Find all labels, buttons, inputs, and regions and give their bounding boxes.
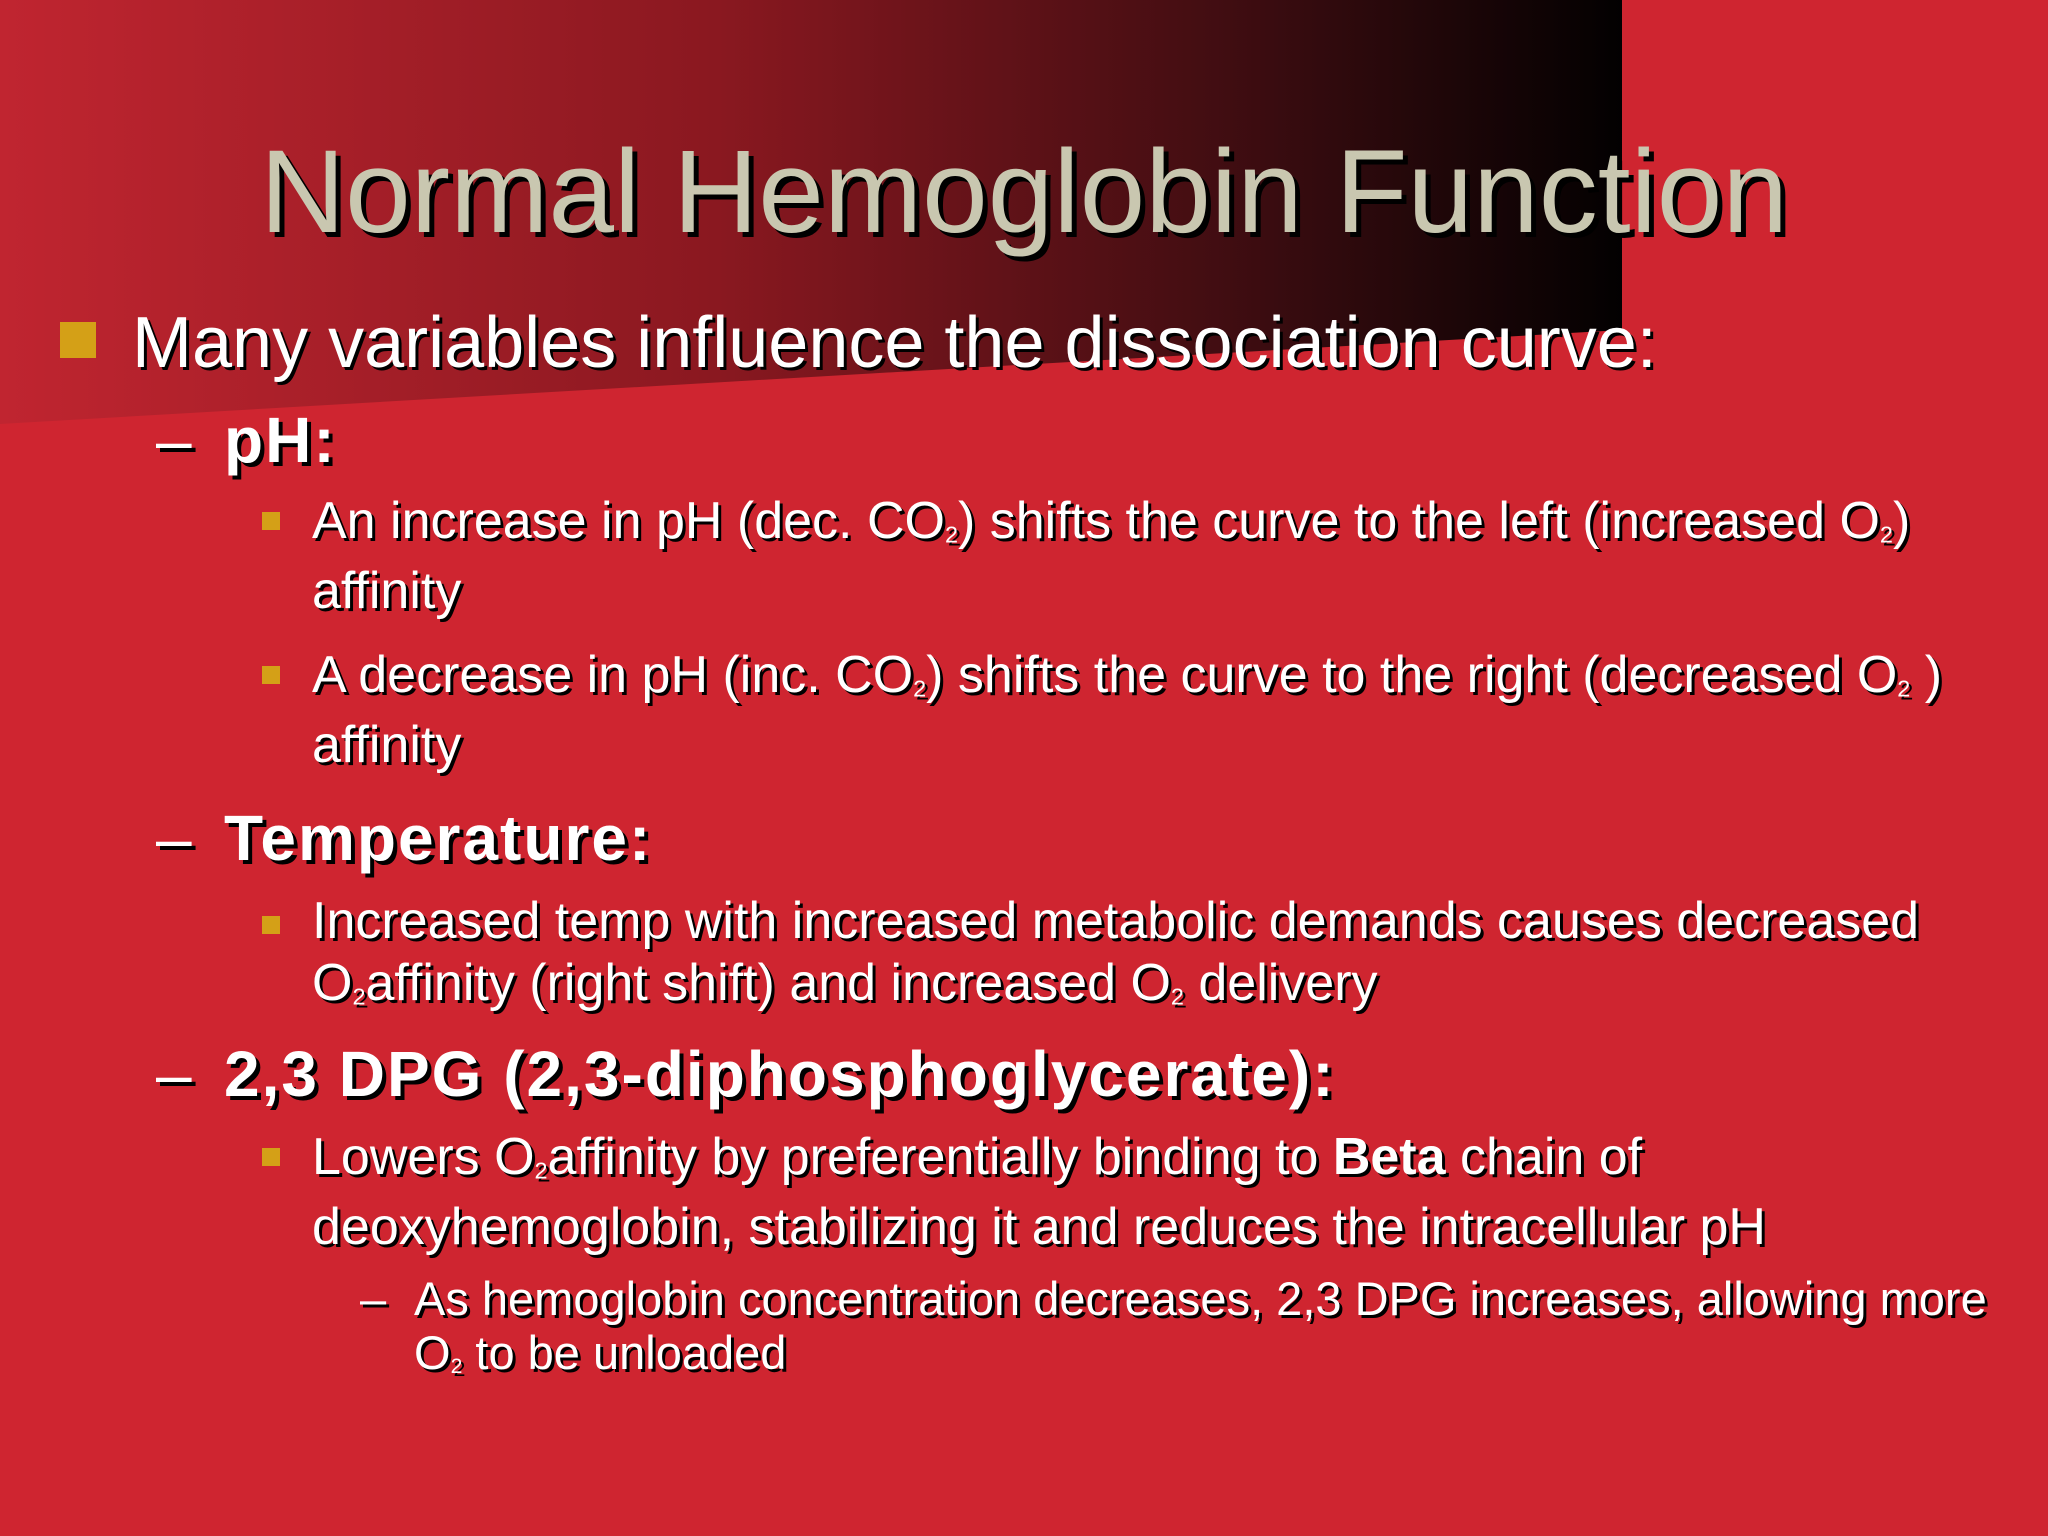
dash-icon: – <box>156 1038 194 1110</box>
square-bullet-icon <box>262 916 280 934</box>
square-bullet-icon <box>262 666 280 684</box>
sub-list-item-dpg <box>360 1272 2000 1380</box>
dash-icon: – <box>360 1272 387 1325</box>
list-item-temperature <box>262 890 2002 1014</box>
square-bullet-icon <box>262 512 280 530</box>
square-bullet-icon <box>262 1148 280 1166</box>
dash-icon: – <box>156 404 194 476</box>
section-heading-text: pH: <box>224 404 337 476</box>
sub-list-item-text: As hemoglobin concentration decreases, 2,3 DPG increases, allowing more $O_2$ to be unloaded <box>414 1272 1987 1379</box>
slide-title: Normal Hemoglobin Function <box>259 126 1789 258</box>
list-item-ph-increase <box>262 486 2002 626</box>
main-bullet-text: Many variables influence the dissociation curve: <box>132 303 1657 383</box>
list-item-text: Lowers $O_2affinity$ by preferentially binding to Beta chain of deoxyhemoglobin, stabilizing it and reduces the intracellular pH <box>312 1128 1766 1256</box>
list-item-text: Increased temp with increased metabolic demands causes decreased $O_2affinity$ (right shift) and increased $O_2$ delivery <box>312 892 1920 1012</box>
dash-icon: – <box>156 802 194 874</box>
section-heading-text: 2,3 DPG (2,3-diphosphoglycerate): <box>224 1038 1336 1110</box>
list-item-text: An increase in pH (dec. $CO_2$) shifts the curve to the left (increased $O_2$) affinity <box>312 492 1911 620</box>
list-item-text: A decrease in pH (inc. $CO_2$) shifts the curve to the right (decreased $O_2$ ) affinity <box>312 646 1943 774</box>
list-item-ph-decrease <box>262 640 2002 780</box>
section-heading-text: Temperature: <box>224 802 653 874</box>
beta-bold-text: Beta <box>1332 1128 1446 1186</box>
square-bullet-icon <box>60 322 96 358</box>
list-item-dpg <box>262 1122 2002 1262</box>
